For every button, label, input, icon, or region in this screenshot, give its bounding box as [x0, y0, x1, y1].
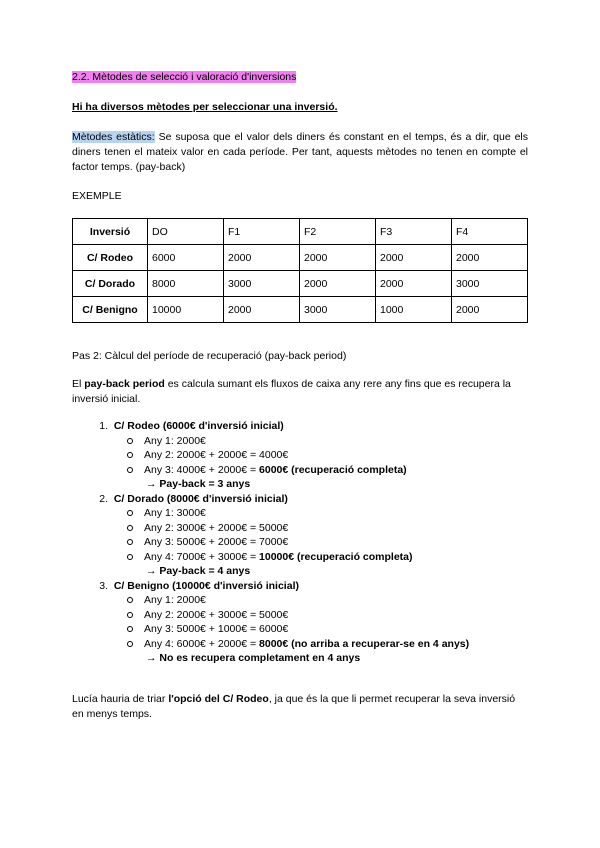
conclusion-choice: l'opció del C/ Rodeo [168, 693, 269, 705]
year-item: Any 3: 5000€ + 2000€ = 7000€ [72, 535, 532, 550]
list-item [72, 492, 532, 579]
subheading: Hi ha diversos mètodes per seleccionar una inversió. [72, 101, 338, 113]
table-header-cell: F2 [300, 219, 376, 245]
year-item: Any 1: 2000€ [72, 434, 532, 449]
table-cell: 2000 [224, 297, 300, 323]
table-cell: 3000 [452, 271, 528, 297]
list-number: 3. [99, 579, 108, 592]
table-header-row [73, 219, 528, 245]
table-cell: 2000 [376, 271, 452, 297]
year-item: Any 4: 7000€ + 3000€ = 10000€ (recuperació completa) [72, 550, 532, 565]
step2-heading: Pas 2: Càlcul del període de recuperació (pay-back period) [72, 350, 347, 362]
table-cell: 1000 [376, 297, 452, 323]
list-number: 1. [99, 420, 108, 432]
option-title: C/ Dorado (8000€ d'inversió inicial) [113, 492, 288, 505]
year-item: Any 1: 3000€ [72, 506, 532, 521]
table-cell: 2000 [300, 245, 376, 271]
table-cell: 2000 [452, 245, 528, 271]
payback-intro: El pay-back period es calcula sumant els fluxos de caixa any rere any fins que es recupera la inversió inicial. [72, 378, 511, 405]
table-row [73, 245, 528, 271]
table-header-cell: F3 [376, 219, 452, 245]
investment-table [72, 218, 528, 323]
payback-result: → Pay-back = 4 anys [146, 565, 251, 577]
section-title: 2.2. Mètodes de selecció i valoració d'inversions [72, 71, 297, 83]
static-methods-paragraph [72, 130, 528, 175]
table-cell: 6000 [148, 245, 224, 271]
table-header-cell: F1 [224, 219, 300, 245]
table-cell: 2000 [452, 297, 528, 323]
year-list [72, 506, 532, 564]
table-cell: 8000 [148, 271, 224, 297]
example-label: EXEMPLE [72, 190, 122, 202]
list-number: 2. [99, 492, 108, 505]
year-item: Any 3: 5000€ + 1000€ = 6000€ [72, 622, 532, 637]
options-list [72, 419, 532, 666]
year-list [72, 593, 532, 651]
table-cell: 2000 [376, 245, 452, 271]
list-item [72, 419, 532, 492]
payback-term: pay-back period [84, 378, 165, 390]
table-cell: 3000 [300, 297, 376, 323]
year-item: Any 2: 2000€ + 2000€ = 4000€ [72, 448, 532, 463]
table-header-cell: F4 [452, 219, 528, 245]
table-cell: 10000 [148, 297, 224, 323]
table-row-header: C/ Benigno [73, 297, 148, 323]
year-item: Any 2: 3000€ + 2000€ = 5000€ [72, 521, 532, 536]
table-row-header: C/ Dorado [73, 271, 148, 297]
table-cell: 2000 [300, 271, 376, 297]
table-row [73, 297, 528, 323]
table-header-cell: Inversió [73, 219, 148, 245]
list-item [72, 579, 532, 666]
static-methods-text: Se suposa que el valor dels diners és constant en el temps, és a dir, que els diners tenen el mateix valor en cada període. Per tant, aquests mètodes no tenen en compte el factor temps. (pay-back) [72, 131, 528, 173]
payback-result: → No es recupera completament en 4 anys [146, 652, 361, 664]
year-item: Any 1: 2000€ [72, 593, 532, 608]
option-title: C/ Rodeo (6000€ d'inversió inicial) [113, 420, 284, 432]
table-row-header: C/ Rodeo [73, 245, 148, 271]
table-cell: 3000 [224, 271, 300, 297]
option-title: C/ Benigno (10000€ d'inversió inicial) [113, 579, 299, 592]
table-row [73, 271, 528, 297]
payback-result: → Pay-back = 3 anys [146, 478, 251, 490]
table-cell: 2000 [224, 245, 300, 271]
static-methods-label: Mètodes estàtics: [72, 131, 155, 143]
year-item: Any 3: 4000€ + 2000€ = 6000€ (recuperació completa) [72, 463, 532, 478]
year-item: Any 2: 2000€ + 3000€ = 5000€ [72, 608, 532, 623]
conclusion-paragraph: Lucía hauria de triar l'opció del C/ Rodeo, ja que és la que li permet recuperar la seva inversió en menys temps. [72, 693, 516, 720]
year-list [72, 434, 532, 478]
table-header-cell: DO [148, 219, 224, 245]
year-item: Any 4: 6000€ + 2000€ = 8000€ (no arriba a recuperar-se en 4 anys) [72, 637, 532, 652]
